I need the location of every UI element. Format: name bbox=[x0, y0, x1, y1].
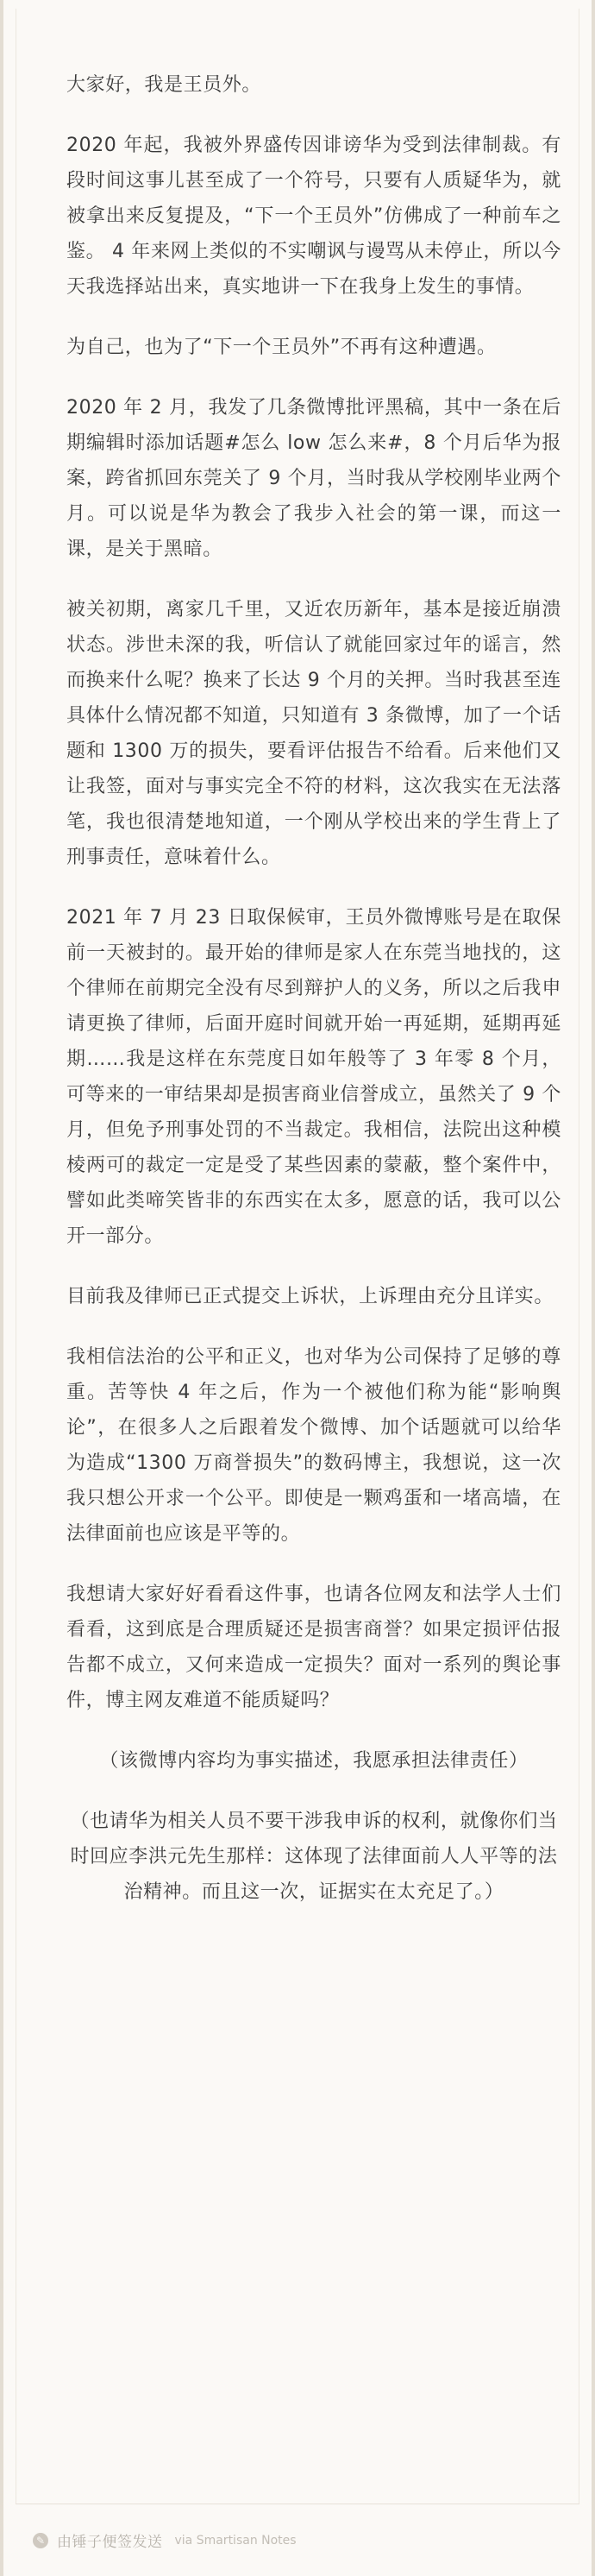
paragraph-fairness: 我相信法治的公平和正义，也对华为公司保持了足够的尊重。苦等快 4 年之后，作为一个被他们称为能“影响舆论”，在很多人之后跟着发个微博、加个话题就可以给华为造成“1300 万商誉损失”的数码博主，我想说，这一次我只想公开求一个公平。即使是一颗鸡蛋和一堵高墙，在法律面前也应该是平等的。 bbox=[66, 1346, 561, 1545]
paragraph-purpose: 为自己，也为了“下一个王员外”不再有这种遭遇。 bbox=[66, 337, 497, 358]
note-content bbox=[66, 67, 561, 1935]
paragraph-call-to-action: 我想请大家好好看看这件事，也请各位网友和法学人士们看看，这到底是合理质疑还是损害商誉？如果定损评估报告都不成立，又何来造成一定损失？面对一系列的舆论事件，博主网友难道不能质疑吗？ bbox=[66, 1584, 561, 1711]
footer-via: via Smartisan Notes bbox=[174, 2533, 297, 2548]
paragraph-incident: 2020 年 2 月，我发了几条微博批评黑稿，其中一条在后期编辑时添加话题#怎么 low 怎么来#，8 个月后华为报案，跨省抓回东莞关了 9 个月，当时我从学校刚毕业两个月。可以说是华为教会了我步入社会的第一课，而这一课，是关于黑暗。 bbox=[66, 397, 561, 560]
footer-label: 由锤子便签发送 bbox=[57, 2534, 163, 2551]
note-footer bbox=[16, 2504, 579, 2576]
note-request: （也请华为相关人员不要干涉我申诉的权利，就像你们当时回应李洪元先生那样：这体现了法律面前人人平等的法治精神。而且这一次，证据实在太充足了。） bbox=[70, 1811, 558, 1903]
paragraph-bail-and-verdict: 2021 年 7 月 23 日取保候审，王员外微博账号是在取保前一天被封的。最开始的律师是家人在东莞当地找的，这个律师在前期完全没有尽到辩护人的义务，所以之后我申请更换了律师，后面开庭时间就开始一再延期，延期再延期……我是这样在东莞度日如年般等了 3 年零 8 个月，可等来的一审结果却是损害商业信誉成立，虽然关了 9 个月，但免予刑事处罚的不当裁定。我相信，法院出这种模棱两可的裁定一定是受了某些因素的蒙蔽，整个案件中，譬如此类啼笑皆非的东西实在太多，愿意的话，我可以公开一部分。 bbox=[66, 907, 561, 1247]
note-legal-responsibility: （该微博内容均为事实描述，我愿承担法律责任） bbox=[99, 1750, 529, 1772]
paragraph-background: 2020 年起，我被外界盛传因诽谤华为受到法律制裁。有段时间这事儿甚至成了一个符号，只要有人质疑华为，就被拿出来反复提及，“下一个王员外”仿佛成了一种前车之鉴。 4 年来网上类似的不实嘲讽与谩骂从未停止，所以今天我选择站出来，真实地讲一下在我身上发生的事情。 bbox=[66, 135, 561, 298]
paragraph-greeting: 大家好，我是王员外。 bbox=[66, 74, 262, 96]
smartisan-notes-icon: ✎ bbox=[33, 2533, 48, 2548]
paragraph-appeal: 目前我及律师已正式提交上诉状，上诉理由充分且详实。 bbox=[66, 1286, 554, 1307]
note-paper bbox=[16, 9, 579, 2504]
paragraph-detention: 被关初期，离家几千里，又近农历新年，基本是接近崩溃状态。涉世未深的我，听信认了就能回家过年的谣言，然而换来什么呢？换来了长达 9 个月的关押。当时我甚至连具体什么情况都不知道，只知道有 3 条微博，加了一个话题和 1300 万的损失，要看评估报告不给看。后来他们又让我签，面对与事实完全不符的材料，这次我实在无法落笔，我也很清楚地知道，一个刚从学校出来的学生背上了刑事责任，意味着什么。 bbox=[66, 599, 561, 868]
